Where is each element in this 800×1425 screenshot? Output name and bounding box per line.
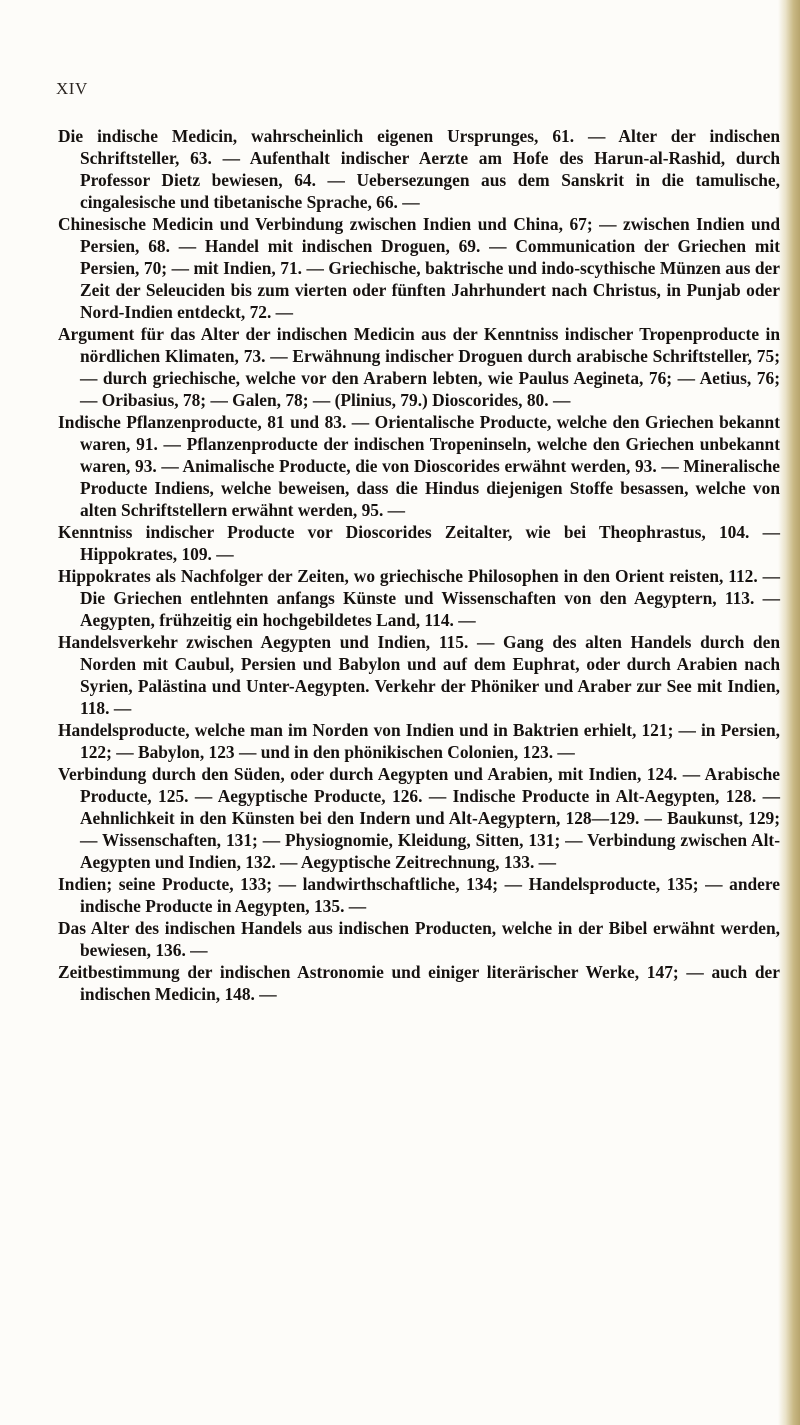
toc-entry: Indische Pflanzenproducte, 81 und 83. — Orientalische Producte, welche den Griechen bekannt waren, 91. — Pflanzenproducte der indischen Tropeninseln, welche den Griechen unbekannt waren, 93. — Animalische Producte, die von Dioscorides erwähnt werden, 93. — Mineralische Producte Indiens, welche beweisen, dass die Hindus diejenigen Stoffe besassen, welche von alten Schriftstellern erwähnt werden, 95. — bbox=[58, 412, 780, 520]
page-edge-shadow bbox=[778, 0, 800, 1425]
toc-entry: Hippokrates als Nachfolger der Zeiten, wo griechische Philosophen in den Orient reisten, 112. — Die Griechen entlehnten anfangs Künste und Wissenschaften von den Aegyptern, 113. — Aegypten, frühzeitig ein hochgebildetes Land, 114. — bbox=[58, 566, 780, 630]
toc-entry: Verbindung durch den Süden, oder durch Aegypten und Arabien, mit Indien, 124. — Arabische Producte, 125. — Aegyptische Producte, 126. — Indische Producte in Alt-Aegypten, 128. — Aehnlichkeit in den Künsten bei den Indern und Alt-Aegyptern, 128—129. — Baukunst, 129; — Wissenschaften, 131; — Physiognomie, Kleidung, Sitten, 131; — Verbindung zwischen Alt-Aegypten und Indien, 132. — Aegyptische Zeitrechnung, 133. — bbox=[58, 764, 780, 872]
toc-entry: Zeitbestimmung der indischen Astronomie und einiger literärischer Werke, 147; — auch der indischen Medicin, 148. — bbox=[58, 962, 780, 1004]
toc-entry: Handelsproducte, welche man im Norden von Indien und in Baktrien erhielt, 121; — in Persien, 122; — Babylon, 123 — und in den phönikischen Colonien, 123. — bbox=[58, 720, 780, 762]
toc-entry: Argument für das Alter der indischen Medicin aus der Kenntniss indischer Tropenproducte in nördlichen Klimaten, 73. — Erwähnung indischer Droguen durch arabische Schriftsteller, 75; — durch griechische, welche vor den Arabern lebten, wie Paulus Aegineta, 76; — Aetius, 76; — Oribasius, 78; — Galen, 78; — (Plinius, 79.) Dioscorides, 80. — bbox=[58, 324, 780, 410]
table-of-contents bbox=[58, 125, 780, 1005]
toc-entry: Indien; seine Producte, 133; — landwirthschaftliche, 134; — Handelsproducte, 135; — andere indische Producte in Aegypten, 135. — bbox=[58, 874, 780, 916]
toc-entry: Die indische Medicin, wahrscheinlich eigenen Ursprunges, 61. — Alter der indischen Schriftsteller, 63. — Aufenthalt indischer Aerzte am Hofe des Harun-al-Rashid, durch Professor Dietz bewiesen, 64. — Uebersezungen aus dem Sanskrit in die tamulische, cingalesische und tibetanische Sprache, 66. — bbox=[58, 126, 780, 212]
toc-entry: Das Alter des indischen Handels aus indischen Producten, welche in der Bibel erwähnt werden, bewiesen, 136. — bbox=[58, 918, 780, 960]
toc-entry: Chinesische Medicin und Verbindung zwischen Indien und China, 67; — zwischen Indien und Persien, 68. — Handel mit indischen Droguen, 69. — Communication der Griechen mit Persien, 70; — mit Indien, 71. — Griechische, baktrische und indo-scythische Münzen aus der Zeit der Seleuciden bis zum vierten oder fünften Jahrhundert nach Christus, in Punjab oder Nord-Indien entdeckt, 72. — bbox=[58, 214, 780, 322]
page-number: XIV bbox=[56, 79, 88, 98]
toc-entry: Handelsverkehr zwischen Aegypten und Indien, 115. — Gang des alten Handels durch den Norden mit Caubul, Persien und Babylon und auf dem Euphrat, oder durch Arabien nach Syrien, Palästina und Unter-Aegypten. Verkehr der Phöniker und Araber zur See mit Indien, 118. — bbox=[58, 632, 780, 718]
toc-entry: Kenntniss indischer Producte vor Dioscorides Zeitalter, wie bei Theophrastus, 104. — Hippokrates, 109. — bbox=[58, 522, 780, 564]
